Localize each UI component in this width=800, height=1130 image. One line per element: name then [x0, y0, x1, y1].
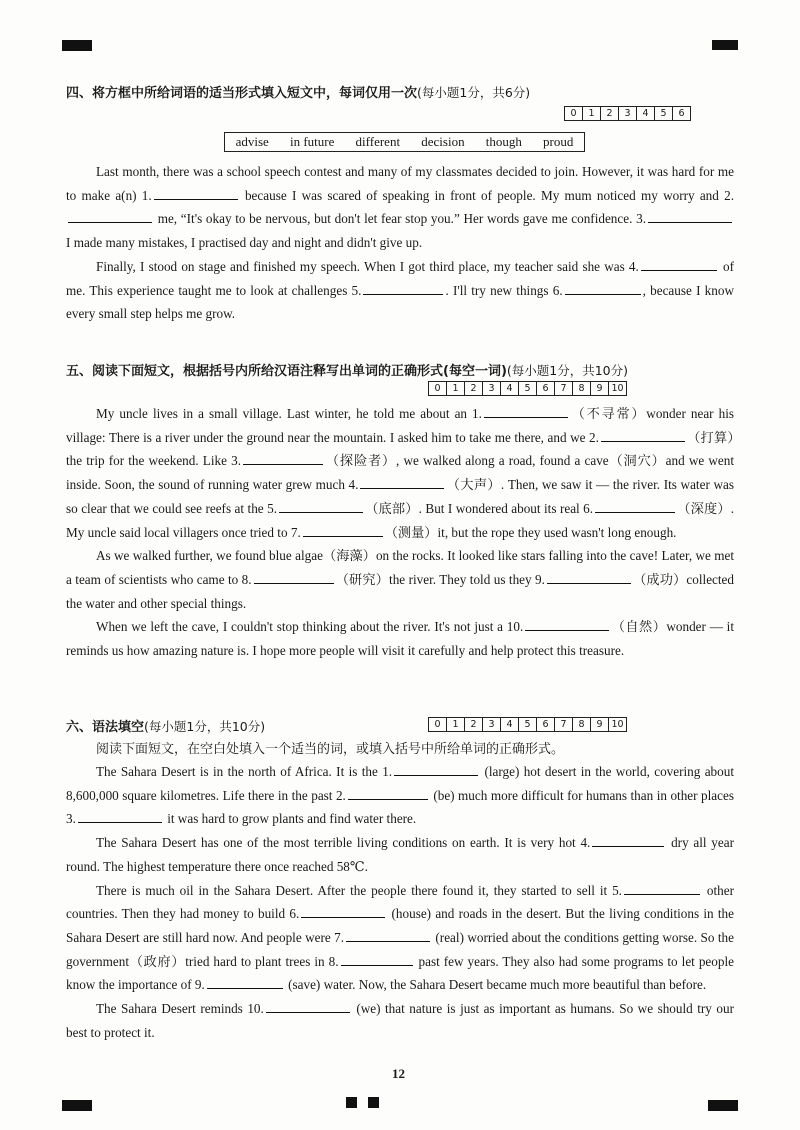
- answer-blank-3[interactable]: [648, 208, 732, 223]
- score-cell[interactable]: 6: [537, 718, 555, 732]
- word-bank-item: decision: [421, 134, 465, 149]
- score-cell[interactable]: 8: [573, 382, 591, 396]
- answer-blank-2[interactable]: [348, 785, 428, 800]
- word-bank-box: [224, 132, 585, 152]
- answer-blank-5[interactable]: [363, 280, 443, 295]
- section-5-passage: [66, 402, 734, 663]
- answer-blank-6[interactable]: [565, 280, 641, 295]
- registration-mark-bottom-left: [62, 1100, 92, 1111]
- word-bank-item: in future: [289, 134, 335, 149]
- score-cell[interactable]: 4: [637, 107, 655, 121]
- answer-blank-5[interactable]: [279, 498, 363, 513]
- answer-blank-8[interactable]: [254, 569, 334, 584]
- section-5-score-table: [428, 381, 627, 396]
- score-cell[interactable]: 0: [429, 382, 447, 396]
- answer-blank-1[interactable]: [154, 185, 238, 200]
- answer-blank-9[interactable]: [207, 974, 283, 989]
- answer-blank-3[interactable]: [78, 808, 162, 823]
- score-cell[interactable]: 4: [501, 718, 519, 732]
- score-cell[interactable]: 2: [601, 107, 619, 121]
- registration-mark-bottom-center-1: [346, 1097, 357, 1108]
- passage-paragraph: When we left the cave, I couldn't stop thinking about the river. It's not just a 10. （自然）wonder — it reminds us how amazing nature is. I hope more people will visit it carefully and help protect this treasure.: [66, 615, 734, 662]
- answer-blank-1[interactable]: [484, 403, 568, 418]
- passage-paragraph: Last month, there was a school speech contest and many of my classmates decided to join. However, it was hard for me to make a(n) 1. because I was scared of speaking in front of people. My mum noticed my worry and 2. me, “It's okay to be nervous, but don't let fear stop you.” Her words gave me confidence. 3. I made many mistakes, I practised day and night and didn't give up.: [66, 164, 734, 251]
- passage-paragraph: The Sahara Desert is in the north of Africa. It is the 1. (large) hot desert in the world, covering about 8,600,000 square kilometres. Life there in the past 2. (be) much more difficult for humans than in other places 3. it was hard to grow plants and find water there.: [66, 760, 734, 831]
- section-6-title: [66, 716, 265, 735]
- score-cell[interactable]: 2: [465, 382, 483, 396]
- word-bank-item: advise: [235, 134, 269, 149]
- registration-mark-bottom-right: [708, 1100, 738, 1111]
- score-cell[interactable]: 4: [501, 382, 519, 396]
- answer-blank-6[interactable]: [595, 498, 675, 513]
- score-cell[interactable]: 9: [591, 382, 609, 396]
- answer-blank-2[interactable]: [601, 427, 685, 442]
- score-cell[interactable]: 7: [555, 718, 573, 732]
- answer-blank-3[interactable]: [243, 450, 323, 465]
- section-6-passage: [66, 760, 734, 1044]
- section-6-score-table: [428, 717, 627, 732]
- section-4-heading: 四、将方框中所给词语的适当形式填入短文中，每词仅用一次: [66, 86, 418, 101]
- answer-blank-7[interactable]: [303, 522, 383, 537]
- score-cell[interactable]: 3: [483, 718, 501, 732]
- answer-blank-4[interactable]: [360, 474, 444, 489]
- score-cell[interactable]: 10: [609, 718, 627, 732]
- passage-paragraph: There is much oil in the Sahara Desert. After the people there found it, they started to sell it 5. other countries. Then they had money to build 6. (house) and roads in the desert. But the living conditions in the Sahara Desert are still hard now. And people were 7. (real) worried about the conditions getting worse. So the government（政府）tried hard to plant trees in 8. past few years. They also had some programs to let people know the importance of 9. (save) water. Now, the Sahara Desert became much more beautiful than before.: [66, 879, 734, 998]
- answer-blank-4[interactable]: [592, 832, 664, 847]
- score-cell[interactable]: 7: [555, 382, 573, 396]
- score-cell[interactable]: 2: [465, 718, 483, 732]
- section-6-heading: 六、语法填空: [66, 720, 145, 735]
- registration-mark-bottom-center-2: [368, 1097, 379, 1108]
- section-5-note: (每小题1分，共10分): [506, 363, 629, 378]
- score-cell[interactable]: 5: [519, 382, 537, 396]
- score-cell[interactable]: 8: [573, 718, 591, 732]
- score-cell[interactable]: 0: [429, 718, 447, 732]
- answer-blank-2[interactable]: [68, 208, 152, 223]
- score-cell[interactable]: 3: [483, 382, 501, 396]
- score-cell[interactable]: 5: [655, 107, 673, 121]
- answer-blank-10[interactable]: [525, 616, 609, 631]
- score-cell[interactable]: 3: [619, 107, 637, 121]
- score-cell[interactable]: 5: [519, 718, 537, 732]
- passage-paragraph: The Sahara Desert has one of the most terrible living conditions on earth. It is very hot 4. dry all year round. The highest temperature there once reached 58℃.: [66, 831, 734, 878]
- answer-blank-1[interactable]: [394, 761, 478, 776]
- word-bank-item: proud: [543, 134, 574, 149]
- section-6-instruction: 阅读下面短文，在空白处填入一个适当的词，或填入括号中所给单词的正确形式。: [96, 742, 565, 757]
- score-cell[interactable]: 9: [591, 718, 609, 732]
- score-cell[interactable]: 6: [537, 382, 555, 396]
- section-4-note: (每小题1分，共6分): [417, 85, 531, 100]
- section-4-title: [66, 82, 530, 101]
- answer-blank-5[interactable]: [624, 880, 700, 895]
- section-5-heading: 五、阅读下面短文，根据括号内所给汉语注释写出单词的正确形式(每空一词): [66, 364, 507, 379]
- registration-mark-top-left: [62, 40, 92, 51]
- word-bank-item: different: [355, 134, 401, 149]
- section-4-passage: [66, 160, 734, 326]
- answer-blank-6[interactable]: [301, 903, 385, 918]
- score-cell[interactable]: 10: [609, 382, 627, 396]
- word-bank-item: though: [485, 134, 522, 149]
- section-4-score-table: [564, 106, 691, 121]
- passage-paragraph: As we walked further, we found blue algae（海藻）on the rocks. It looked like stars falling into the cave! Later, we met a team of scientists who came to 8. （研究）the river. They told us they 9. （成功）collected the water and other special things.: [66, 548, 735, 611]
- score-cell[interactable]: 1: [447, 718, 465, 732]
- passage-paragraph: The Sahara Desert reminds 10. (we) that nature is just as important as humans. So we should try our best to protect it.: [66, 997, 734, 1044]
- section-6-note: (每小题1分，共10分): [144, 719, 266, 734]
- answer-blank-10[interactable]: [266, 998, 350, 1013]
- section-5-title: [66, 360, 628, 379]
- passage-paragraph: My uncle lives in a small village. Last winter, he told me about an 1. （不寻常）wonder near his village: There is a river under the ground near the mountain. I asked him to take me there, and we 2. （打算）the trip for the weekend. Like 3. （探险者）, we walked along a road, found a cave（洞穴）and we went inside. Soon, the sound of running water grew much 4. （大声）. Then, we saw it — the river. Its water was so clear that we could see reefs at the 5. （底部）. But I wondered about its real 6. （深度）. My uncle said local villagers once tried to 7. （测量）it, but the rope they used wasn't long enough.: [66, 402, 734, 544]
- score-cell[interactable]: 6: [673, 107, 691, 121]
- page-number: 12: [392, 1066, 405, 1081]
- answer-blank-7[interactable]: [346, 927, 430, 942]
- score-cell[interactable]: 1: [583, 107, 601, 121]
- answer-blank-4[interactable]: [641, 256, 717, 271]
- answer-blank-9[interactable]: [547, 569, 631, 584]
- score-cell[interactable]: 1: [447, 382, 465, 396]
- passage-paragraph: Finally, I stood on stage and finished my speech. When I got third place, my teacher said she was 4. of me. This experience taught me to look at challenges 5. . I'll try new things 6. , because I know every small step helps me grow.: [66, 255, 734, 326]
- score-cell[interactable]: 0: [565, 107, 583, 121]
- answer-blank-8[interactable]: [341, 951, 413, 966]
- registration-mark-top-right: [712, 40, 738, 50]
